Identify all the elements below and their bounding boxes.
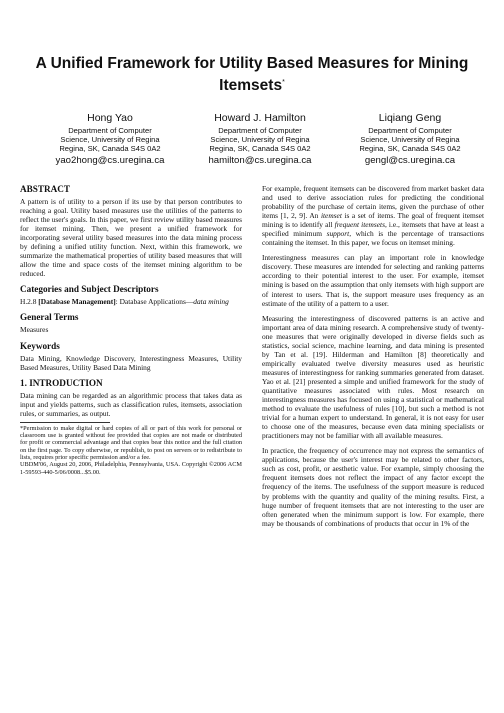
author-name: Liqiang Geng (378, 112, 442, 124)
text-run: , i.e., itemsets that have at least a specified minimum (262, 220, 485, 239)
abstract-heading: ABSTRACT (20, 184, 71, 194)
author-name: Howard J. Hamilton (214, 112, 306, 124)
general-terms-text: Measures (20, 325, 49, 335)
title-text: A Unified Framework for Utility Based Measures for Mining Itemsets (35, 55, 469, 95)
author-email: hamilton@cs.uregina.ca (208, 155, 312, 166)
author-dept: Department of Computer (68, 126, 152, 135)
term-itemset: itemset (320, 211, 342, 221)
author-1 (40, 112, 180, 167)
author-addr: Regina, SK, Canada S4S 0A2 (359, 144, 461, 153)
intro-paragraph-4: In practice, the frequency of occurrence may not express the semantics of applications, because the user's interest may be related to other factors, such as cost, profit, or aesthetic value. For example, simply choosing the frequent itemsets does not reflect the impact of any factor except the frequency of the items. The usefulness of the support measure is reduced by problems with the quantity and quality of the mining results. First, a huge number of frequent itemsets that are not interesting to the user are often generated when the minimum support is low. For example, there may be thousands of combinations of products that occur in 1% of the (262, 446, 484, 528)
author-2 (190, 112, 330, 167)
paper-title (20, 54, 484, 95)
text-run: For example, frequent itemsets can be discovered from market basket data and used to derive association rules for predicting the conditional probability of the purchase of certain items, given the purchase of other items [1, 2, 9]. An (262, 184, 484, 221)
author-addr: Regina, SK, Canada S4S 0A2 (209, 144, 311, 153)
term-support: support (326, 229, 350, 239)
author-dept: Department of Computer (218, 126, 302, 135)
title-footnote-mark: * (282, 79, 285, 86)
author-email: yao2hong@cs.uregina.ca (55, 155, 165, 166)
keywords-heading: Keywords (20, 340, 60, 351)
text-run: , which is the percentage of transactions containing the itemset. In this paper, we focus on itemset mining. (262, 229, 484, 248)
author-addr: Regina, SK, Canada S4S 0A2 (59, 144, 161, 153)
author-inst: Science, University of Regina (210, 135, 310, 144)
categories-text (20, 297, 242, 306)
keywords-text: Data Mining, Knowledge Discovery, Interestingness Measures, Utility Based Measures, Utility Based Data Mining (20, 353, 242, 372)
text-run: is a set of items. The goal of frequent itemset mining is to identify all (262, 211, 484, 230)
categories-heading: Categories and Subject Descriptors (20, 284, 159, 295)
right-column (262, 184, 484, 534)
category-italic: data mining (193, 297, 229, 307)
footnote-rule (20, 422, 110, 423)
author-3 (340, 112, 480, 167)
introduction-heading: 1. INTRODUCTION (20, 377, 103, 388)
abstract-text: A pattern is of utility to a person if its use by that person contributes to reaching a goal. Utility based measures use the utilities of the patterns to reflect the user's goals. In this paper, we first review utility based measures for itemset mining. Then, we present a unified framework for incorporating several utility based measures into the data mining process by defining a unified utility function. Next, within this framework, we summarize the mathematical properties of utility based measures that will allow the time and space costs of the itemset mining algorithm to be reduced. (20, 197, 242, 279)
author-block (40, 112, 480, 167)
intro-paragraph-2: Interestingness measures can play an important role in knowledge discovery. These measures are intended for selecting and ranking patterns according to their potential interest to the user. For example, itemset mining is based on the assumption that only itemsets with high support are of interest to users. That is, the support measure uses frequency as an estimate of the utility of a pattern to a user. (262, 253, 484, 308)
term-frequent-itemsets: frequent itemsets (334, 220, 385, 230)
category-label: [Database Management] (38, 297, 116, 307)
author-dept: Department of Computer (368, 126, 452, 135)
intro-paragraph-1 (262, 184, 484, 247)
footnote-venue: UBDM'06, August 20, 2006, Philadelphia, Pennsylvania, USA. Copyright ©2006 ACM 1-59593-440-5/06/0008...$5.00. (20, 461, 242, 476)
left-column (20, 184, 242, 476)
introduction-text: Data mining can be regarded as an algorithmic process that takes data as input and yields patterns, such as classification rules, itemsets, association rules, or summaries, as output. (20, 390, 242, 418)
author-inst: Science, University of Regina (360, 135, 460, 144)
author-name: Hong Yao (87, 112, 133, 124)
footnote-permission: *Permission to make digital or hard copies of all or part of this work for personal or classroom use is granted without fee provided that copies are not made or distributed for profit or commercial advantage and that copies bear this notice and the full citation on the first page. To copy otherwise, or republish, to post on servers or to redistribute to lists, requires prior specific permission and/or a fee. (20, 424, 242, 462)
author-inst: Science, University of Regina (60, 135, 160, 144)
category-rest: : Database Applications— (115, 297, 194, 307)
intro-paragraph-3: Measuring the interestingness of discovered patterns is an active and important area of data mining research. A comprehensive study of twenty-one measures that were originally developed in diverse fields such as statistics, social science, machine learning, and data mining is presented by Tan et al. [19]. Hilderman and Hamilton [8] theoretically and empirically evaluated twelve diversity measures used as heuristic measures of interestingness for ranking summaries generated from dataset. Yao et al. [21] presented a simple and unified framework for the study of quantitative measures associated with rules. Most research on interestingness measures has focused on using a statistical or mathematical method to evaluate the usefulness of rules [10], but such a method is not trivial for a human expert to understand. In general, it is not easy for user to choose one of the measures, because even data mining specialists or practitioners may not be familiar with all available measures. (262, 313, 484, 441)
general-terms-heading: General Terms (20, 312, 79, 323)
category-code: H.2.8 (20, 297, 39, 307)
author-email: gengl@cs.uregina.ca (364, 155, 456, 166)
